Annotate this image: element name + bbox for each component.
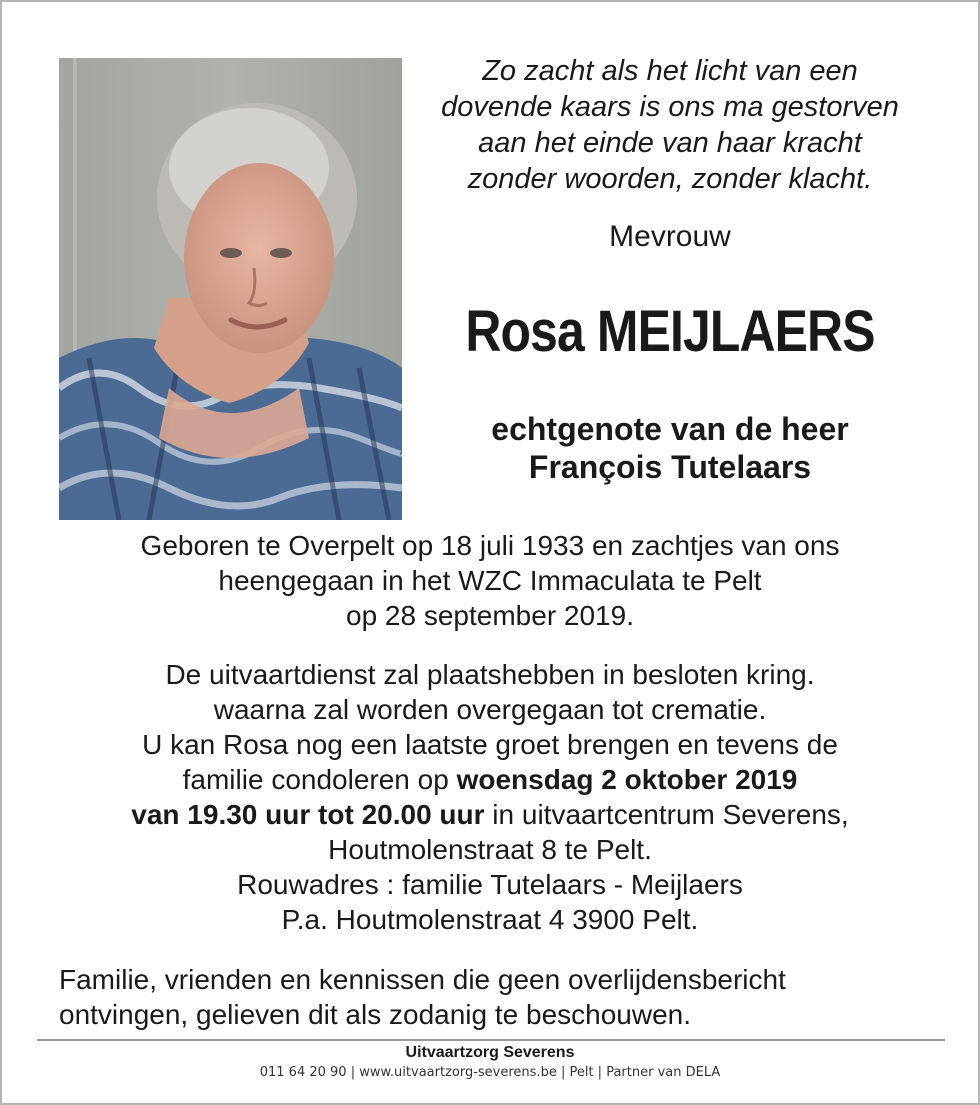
birth-line: Geboren te Overpelt op 18 juli 1933 en zachtjes van ons xyxy=(140,530,840,561)
spouse-line: echtgenote van de heer xyxy=(491,411,849,447)
service-text: familie condoleren op xyxy=(182,764,457,795)
service-line: waarna zal worden overgegaan tot crematie. xyxy=(213,694,767,725)
service-line: Rouwadres : familie Tutelaars - Meijlaers xyxy=(237,869,743,900)
memorial-poem xyxy=(420,53,920,197)
footer-divider xyxy=(37,1039,945,1041)
footer-company: Uitvaartzorg Severens xyxy=(405,1044,575,1061)
birth-line: heengegaan in het WZC Immaculata te Pelt xyxy=(218,565,762,596)
service-line xyxy=(30,762,950,797)
service-info xyxy=(30,657,950,937)
poem-line: aan het einde van haar kracht xyxy=(478,127,862,159)
birth-death-info xyxy=(30,528,950,633)
service-line: U kan Rosa nog een laatste groet brengen en tevens de xyxy=(142,729,838,760)
salutation: Mevrouw xyxy=(609,220,731,253)
service-text: in uitvaartcentrum Severens, xyxy=(484,799,849,830)
notice-line: Familie, vrienden en kennissen die geen overlijdensbericht xyxy=(59,964,786,995)
poem-line: dovende kaars is ons ma gestorven xyxy=(441,91,899,123)
visitation-time: van 19.30 uur tot 20.00 uur xyxy=(131,799,485,830)
spouse-name: François Tutelaars xyxy=(528,449,812,485)
birth-line: op 28 september 2019. xyxy=(346,600,634,631)
portrait-photo xyxy=(59,58,402,520)
service-line: De uitvaartdienst zal plaatshebben in besloten kring. xyxy=(165,659,815,690)
visitation-date: woensdag 2 oktober 2019 xyxy=(456,764,798,795)
poem-line: zonder woorden, zonder klacht. xyxy=(467,163,873,195)
notice-line: ontvingen, gelieven dit als zodanig te beschouwen. xyxy=(59,999,691,1030)
spouse-info xyxy=(420,410,920,486)
service-line: P.a. Houtmolenstraat 4 3900 Pelt. xyxy=(281,904,699,935)
service-line xyxy=(30,797,950,832)
poem-line: Zo zacht als het licht van een xyxy=(482,55,858,87)
footer-contact: 011 64 20 90 | www.uitvaartzorg-severens.be | Pelt | Partner van DELA xyxy=(259,1065,721,1080)
notice-text xyxy=(59,962,939,1032)
deceased-name: Rosa MEIJLAERS xyxy=(465,299,875,364)
service-line: Houtmolenstraat 8 te Pelt. xyxy=(328,834,652,865)
